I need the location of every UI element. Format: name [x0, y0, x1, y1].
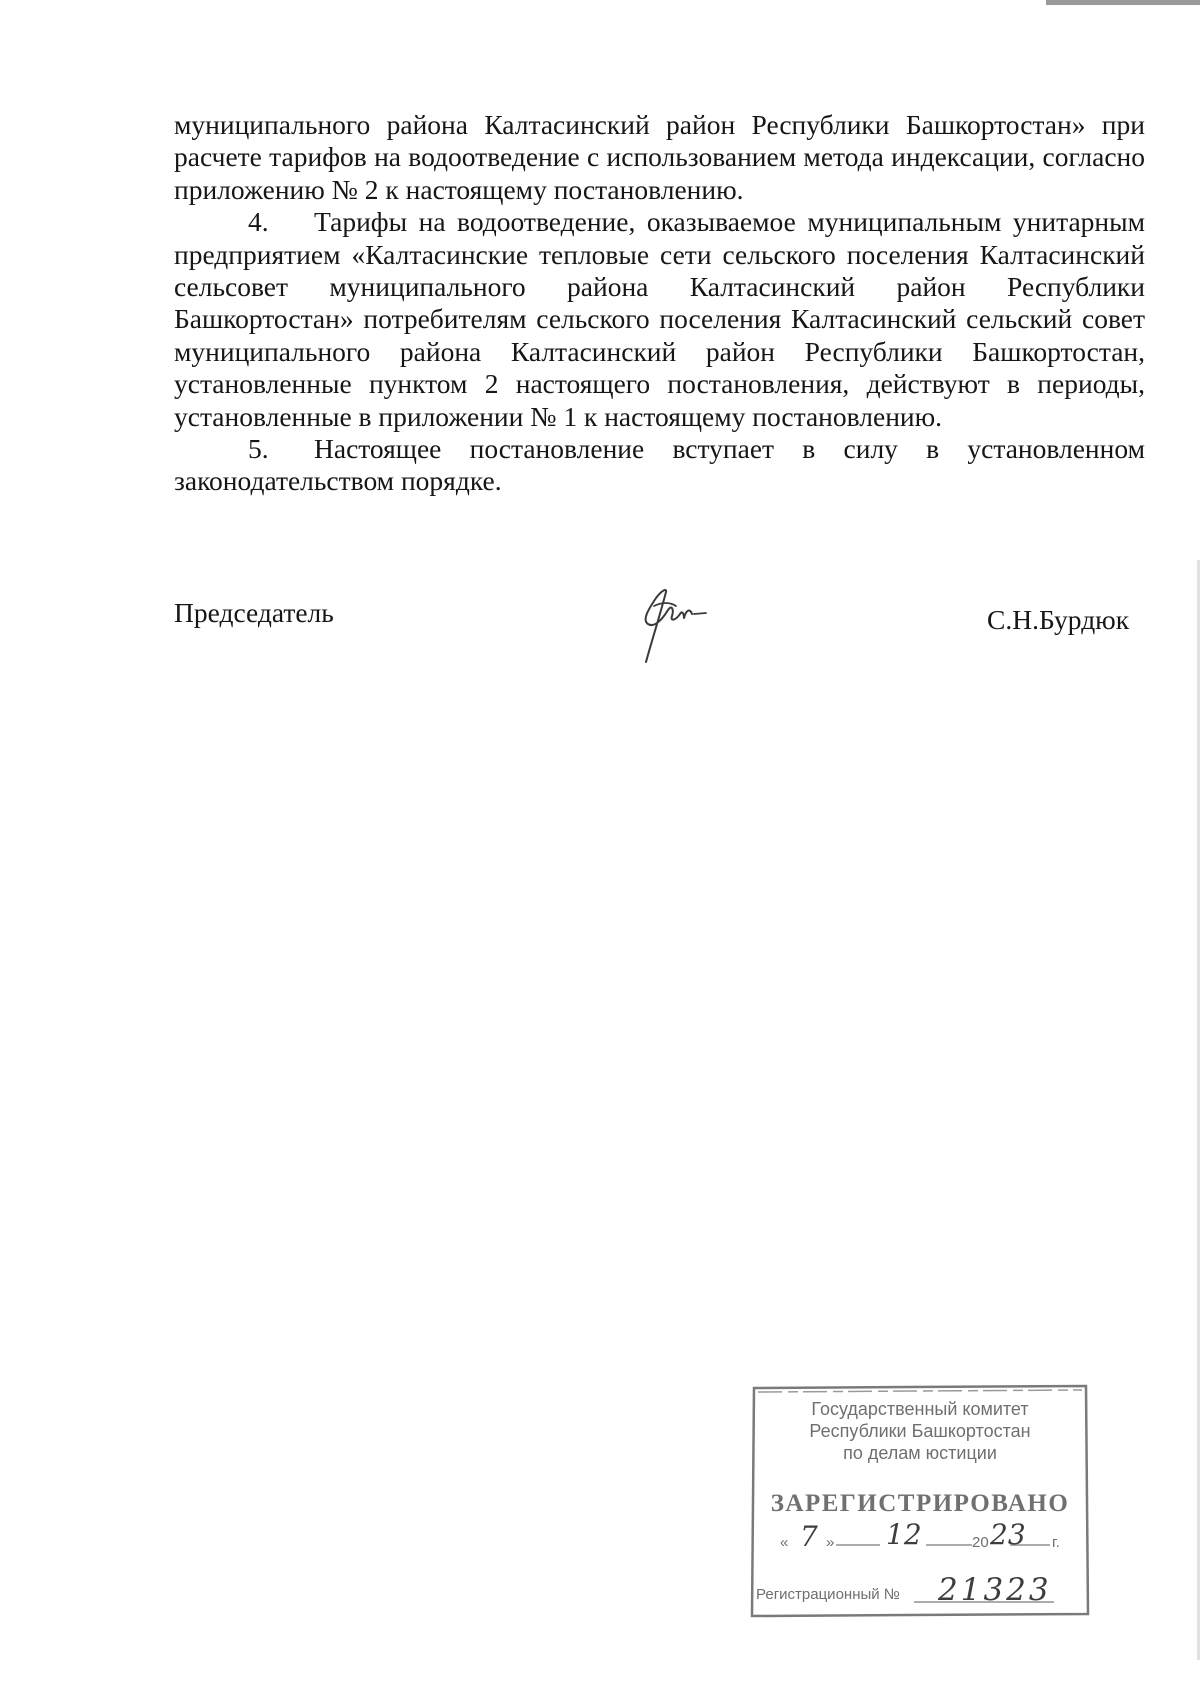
item-text: Тарифы на водоотведение, оказываемое муниципальным унитарным предприятием «Калтасинские тепловые сети сельского поселения Калтасинский сельсовет муниципального района Калтасинский район Республики Башкортостан» потребителям сельского поселения Калтасинский сельский совет муниципального района Калтасинский район Республики Башкортостан, установленные пунктом 2 настоящего постановления, действуют в периоды, установленные в приложении № 1 к настоящему постановлению. [174, 206, 1145, 432]
stamp-org-line: Государственный комитет [811, 1399, 1029, 1419]
stamp-registered-label: ЗАРЕГИСТРИРОВАНО [770, 1490, 1070, 1517]
stamp-org-line: Республики Башкортостан [809, 1421, 1031, 1441]
scan-edge-mark [1046, 0, 1200, 5]
date-open-quote: « [780, 1534, 789, 1551]
date-close-quote: » [826, 1534, 835, 1551]
date-year-prefix: 20 [972, 1534, 989, 1551]
signatory-name: С.Н.Бурдюк [987, 604, 1130, 635]
handwritten-signature [632, 580, 712, 670]
item-text: Настоящее постановление вступает в силу в установленном законодательством порядке. [174, 433, 1145, 497]
paragraph-continuation: муниципального района Калтасинский район Республики Башкортостан» при расчете тарифов на водоотведение с использованием метода индексации, согласно приложению № 2 к настоящему постановлению. [174, 109, 1145, 205]
signatory-title: Председатель [174, 597, 334, 628]
registration-stamp [750, 1384, 1090, 1618]
date-year-suffix: 23 [990, 1518, 1026, 1551]
paragraph-item-5 [174, 433, 1145, 498]
stamp-regnum-value: 21323 [938, 1572, 1052, 1608]
paragraph-item-4 [174, 206, 1145, 433]
date-day: 7 [800, 1520, 818, 1553]
stamp-date [750, 1518, 1090, 1572]
date-month: 12 [886, 1518, 922, 1551]
stamp-organization [750, 1398, 1090, 1464]
stamp-org-line: по делам юстиции [843, 1443, 997, 1463]
document-body [174, 109, 1145, 498]
item-number: 5. [248, 433, 269, 465]
date-year-unit: г. [1052, 1534, 1060, 1551]
stamp-regnum-label: Регистрационный № [756, 1586, 900, 1603]
item-number: 4. [248, 206, 269, 238]
